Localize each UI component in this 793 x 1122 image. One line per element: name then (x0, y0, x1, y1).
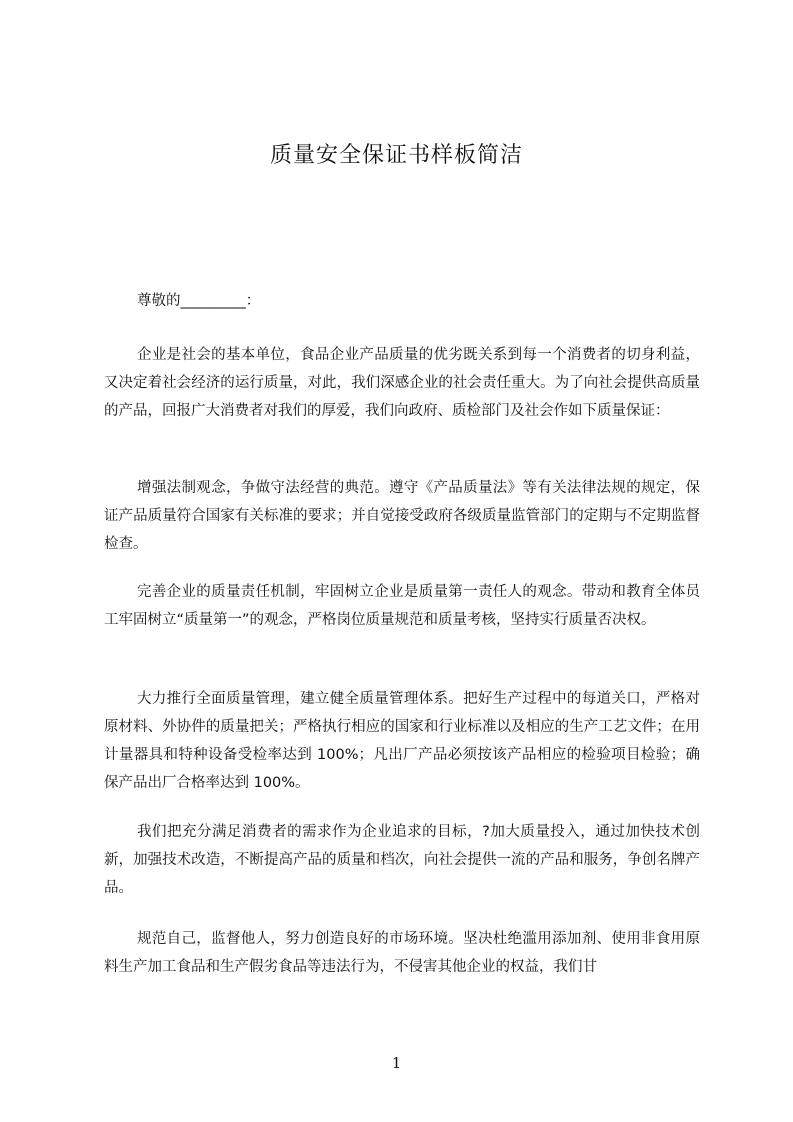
salutation: 尊敬的_________： (137, 293, 261, 309)
page-number: 1 (391, 1054, 402, 1072)
document-title: 质量安全保证书样板简洁 (269, 143, 523, 168)
paragraph: 规范自己，监督他人，努力创造良好的市场环境。坚决杜绝滥用添加剂、使用非食用原料生产加工食品和生产假劣食品等违法行为，不侵害其他企业的权益，我们甘 (104, 931, 700, 975)
paragraph: 企业是社会的基本单位，食品企业产品质量的优劣既关系到每一个消费者的切身利益，又决定着社会经济的运行质量，对此，我们深感企业的社会责任重大。为了向社会提供高质量的产品，回报广大消费者对我们的厚爱，我们向政府、质检部门及社会作如下质量保证： (104, 347, 700, 419)
paragraph: 增强法制观念，争做守法经营的典范。遵守《产品质量法》等有关法律法规的规定，保证产品质量符合国家有关标准的要求；并自觉接受政府各级质量监管部门的定期与不定期监督检查。 (104, 480, 700, 552)
paragraph: 大力推行全面质量管理，建立健全质量管理体系。把好生产过程中的每道关口，严格对原材料、外协件的质量把关；严格执行相应的国家和行业标准以及相应的生产工艺文件；在用计量器具和特种设备受检率达到 100%；凡出厂产品必须按该产品相应的检验项目检验；确保产品出厂合格率达到 100%。 (104, 691, 700, 791)
paragraph: 我们把充分满足消费者的需求作为企业追求的目标，?加大质量投入，通过加快技术创新，加强技术改造，不断提高产品的质量和档次，向社会提供一流的产品和服务，争创名牌产品。 (104, 824, 700, 896)
paragraph: 完善企业的质量责任机制，牢固树立企业是质量第一责任人的观念。带动和教育全体员工牢固树立“质量第一”的观念，严格岗位质量规范和质量考核，坚持实行质量否决权。 (104, 584, 700, 628)
